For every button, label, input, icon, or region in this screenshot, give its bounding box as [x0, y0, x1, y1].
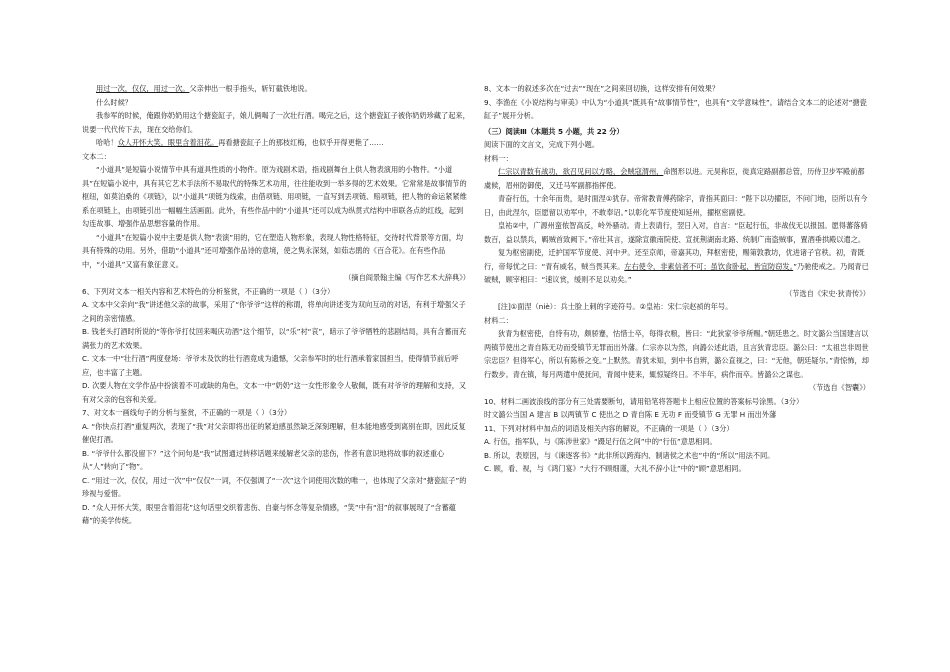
right-column — [484, 82, 870, 476]
question-6: 6、下列对文本一相关内容和艺术特色的分析鉴赏，不正确的一项是（ ）（3分） — [82, 286, 335, 296]
paragraph: 复为枢密副使，迁护国军节度使、河中尹。还至京师，帝嘉其功，拜枢密使，赐第敦教坊，优进诸子官秩。初，青既行，帝每忧之曰：“青有威名，贼当畏其来。左右使令，非素信者不可；虽饮食卧起，皆宜防窃发。”乃驰使戒之。乃闻青已破贼，顾宰相曰：“速议赏，缓则不足以劝矣。” — [484, 248, 869, 284]
underlined-sentence: 用过一次，仅仅，用过一次。 — [96, 84, 190, 93]
question-10: 10、材料二画波浪线的部分有三处需要断句，请用铅笔将答题卡上相应位置的答案标号涂黑。（3分） — [484, 396, 804, 406]
option-7a: A. “你快点打酒”重复两次，表现了“我”对父亲即将出征的紧迫感虽然缺乏深刻理解，但本能地感受到离别在即，因此反复催促打酒。 — [82, 421, 466, 444]
option-11c: C. 顾，看、视，与《鸿门宴》“大行不顾细谨，大礼不辞小让”中的“顾”意思相同。 — [484, 464, 746, 473]
paragraph: 我参军的时候，俺跟你奶奶用这个搪瓷缸子，娘儿俩喝了一次壮行酒。喝完之后，这个搪瓷缸子被你奶奶珍藏了起来，说要一代代传下去，现在交给你们。 — [82, 111, 470, 134]
left-column — [82, 82, 470, 528]
material-one-heading: 材料一： — [484, 153, 513, 163]
question-11: 11、下列对材料中加点的词语及相关内容的解说，不正确的一项是（ ）（3分） — [484, 423, 734, 433]
option-6d: D. 次要人物在文学作品中扮演着不可或缺的角色，文本一中“奶奶”这一女性形象令人敬佩，既有对爷爷的理解和支持，又有对父亲的包容和关爱。 — [82, 381, 467, 404]
option-11b: B. 所以，表原因，与《谏逐客书》“此非所以跨海内、制诸侯之术也”中的“所以”用法不同。 — [484, 450, 775, 460]
option-11a: A. 行伍，指军队，与《陈涉世家》“蹑足行伍之间”中的“行伍”意思相同。 — [484, 437, 717, 446]
underlined-sentence: 左右使令，非素信者不可；虽饮食卧起，皆宜防窃发。 — [624, 261, 794, 271]
paragraph: 用过一次，仅仅，用过一次。父亲伸出一根手指头，斩钉截铁地说。 — [96, 84, 312, 93]
option-6c: C. 文本一中“壮行酒”两度登场：爷爷未及饮的壮行酒竟成为遗憾，父亲参军时的壮行酒承着家国担当，使得情节前后呼应，也丰富了主题。 — [82, 354, 459, 377]
question-8: 8、文本一的叙述多次在“过去”“现在”之间来回切换，这样安排有何效果？ — [484, 84, 720, 93]
underlined-sentence: 仁宗以青数有战功，欲召见问以方略，会贼寇渭州， — [498, 167, 664, 176]
paragraph: 皇祐②中，广源州蛮侬智高反，岭外骚动。青上表请行，翌日入对，自言：“臣起行伍，非战伐无以报国。愿得蕃落骑数百，益以禁兵，羁贼首致阙下。”帝壮其言，遂除宣徽南院使、宣抚荆湖南北路、统制广南盗贼事，置酒垂拱殿以遣之。 — [484, 221, 868, 244]
paragraph: “小道具”是短篇小说情节中具有道具性质的小物件。原为戏剧术语，指戏剧舞台上供人物表演用的小物件。“小道具”在短篇小说中，具有其它艺术手法所不易取代的特殊艺术功用，往往能收到一举多得的艺术效果。它常常是故事情节的枢纽，如莫泊桑的《项链》，以“小道具”项链为线索，由借项链、用项链，一直写到丢项链、赔项链，把人物的命运紧紧维系在项链上，由项链引出一幅幅生活画面。此外，有些作品中的“小道具”还可以成为纵贯式结构中串联各点的红线，起到勾连故事、增强作品思想容量的作用。 — [82, 165, 467, 228]
source-citation: （摘自阎景翰主编《写作艺术大辞典》） — [344, 273, 470, 282]
material-two-heading: 材料二： — [484, 315, 513, 325]
paragraph: “小道具”在短篇小说中主要是供人物“表演”用的，它在塑造人物形象，表现人物性格特征，交待时代背景等方面，均具有特殊的功用。另外，借助“小道具”还可增强作品诗的意境，使之隽永深刻，如茹志鹃的《百合花》。在有些作品中，“小道具”又富有象征意义。 — [82, 232, 464, 269]
question-7: 7、对文本一画线句子的分析与鉴赏，不正确的一项是（ ）（3分） — [82, 408, 292, 417]
annotation-note: [注]①面涅（niè）：兵士脸上刺的字迹符号。②皇祐：宋仁宗赵祯的年号。 — [498, 302, 733, 311]
paragraph: 什么时候？ — [96, 97, 132, 107]
paragraph: 狄青为枢密使，自恃有功，颇骄蹇，怙惜士卒，每得衣粮，皆曰：“此狄家爷爷所赐。”朝廷患之。时文潞公当国建言以两镇节使出之青自陈无功而受镇节无罪而出外藩。仁宗亦以为然，向潞公述此语，且言狄青忠臣。潞公曰：“太祖岂非周世宗忠臣？但得军心，所以有陈桥之变。”上默然。青犹未知，到中书自辨，潞公直视之，曰：“无他，朝廷疑尔。”青惊怖，却行数步。青在镇，每月两遣中使抚问，青闻中使来，辄惊疑终日。不半年，病作而卒。皆潞公之谋也。 — [484, 329, 869, 379]
paragraph: 仁宗以青数有战功，欲召见问以方略，会贼寇渭州，命图形以进。元昊称臣，徙真定路副都总管，历侍卫步军殿前都虞候，眉州防御使，又迁马军副都指挥使。 — [484, 167, 865, 190]
paragraph: 青奋行伍，十余年而贵，是时面涅①犹存。帝常教青傅药除字，青指其面曰：“陛下以功擢臣，不问门地，臣所以有今日，由此涅尔，臣愿留以劝军中，不敢奉诏。”以彰化军节度使知延州，擢枢密副使。 — [484, 194, 868, 217]
source-citation: （节选自《宋史·狄青传》） — [785, 288, 870, 298]
question-9: 9、李渔在《小说结构与审美》中认为“小道具”既具有“故事情节性”，也具有“文学意味性”。请结合文本二的论述对“搪瓷缸子”展开分析。 — [484, 97, 867, 120]
option-6a: A. 文本中父亲向“我”讲述他父亲的故事，采用了“你爷爷”这样的称谓，将单向讲述变为双向互动的对话，有利于增强父子之间的亲密情感。 — [82, 300, 466, 323]
option-7b: B. “爷爷什么都没留下？”这个问句是“我”试图通过转移话题来缓解老父亲的悲伤，作者有意识地将故事的叙述重心从“人”转向了“物”。 — [82, 448, 445, 471]
section-instruction: 阅读下面的文言文，完成下列小题。 — [484, 140, 600, 149]
option-7c: C. “用过一次，仅仅，用过一次”中“仅仅”一词，不仅强调了“一次”这个词使用次数的唯一，也体现了父亲对“搪瓷缸子”的珍视与爱惜。 — [82, 475, 467, 498]
underlined-sentence: 众人开怀大笑，眼里含着泪花。 — [117, 138, 219, 147]
option-6b: B. 钱老头打酒时所说的“等你爷打仗回来喝庆功酒”这个细节，以“乐”衬“哀”，暗示了爷爷牺牲的悲剧结局，具有含蓄而充满张力的艺术效果。 — [82, 327, 467, 350]
option-7d: D. “众人开怀大笑，眼里含着泪花”这句话里交织着悲伤、自豪与怀念等复杂情感，“笑”中有“泪”的叙事展现了“含蓄蕴藉”的美学传统。 — [82, 502, 456, 525]
text-two-heading: 文本二： — [82, 151, 111, 161]
section-three-heading: （三）阅读Ⅲ（本题共 5 小题，共 22 分） — [484, 126, 624, 136]
source-citation: （节选自《智囊》） — [808, 383, 870, 392]
paragraph: 哈哈！众人开怀大笑，眼里含着泪花。再看搪瓷缸子上的那枝红梅，也似乎开得更艳了…… — [96, 138, 384, 147]
question-10-options: 时文潞公当国 A 建言 B 以两镇节 C 使出之 D 青自陈 E 无功 F 而受镇节 G 无罪 H 而出外藩 — [484, 410, 777, 419]
